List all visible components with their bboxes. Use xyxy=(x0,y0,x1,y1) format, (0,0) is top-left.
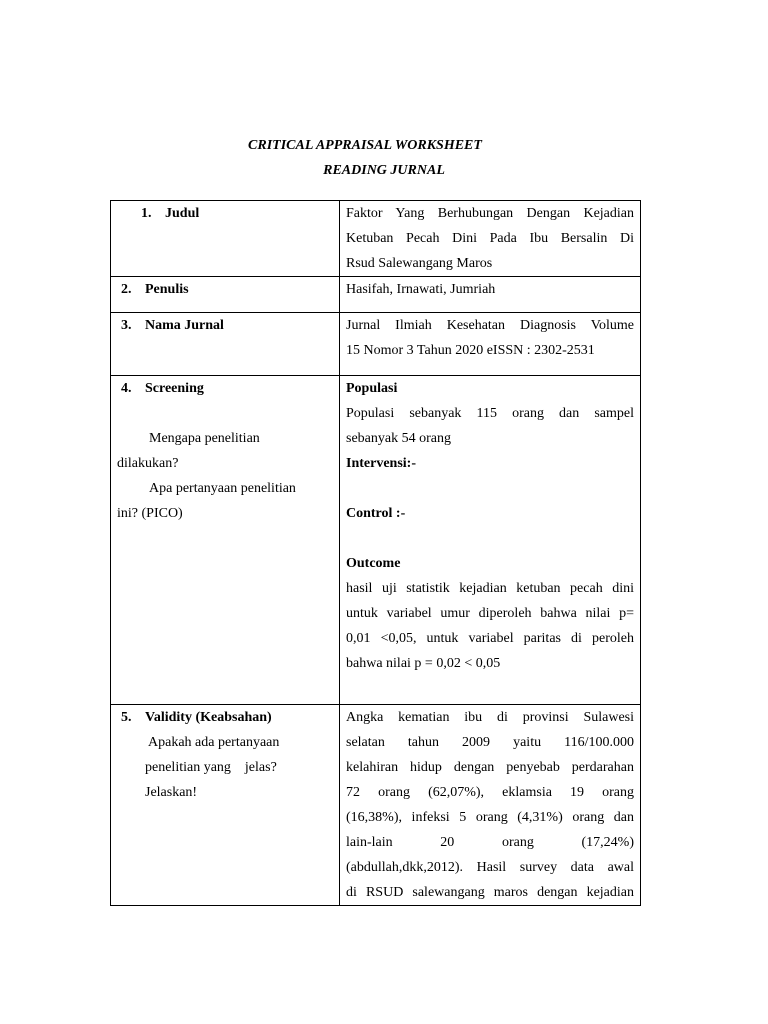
row-label-judul: Judul xyxy=(165,206,200,221)
validity-line-1: Angka kematian ibu di provinsi Sulawesi xyxy=(346,710,634,725)
table-row-judul xyxy=(111,201,641,277)
populasi-line-1: Populasi sebanyak 115 orang dan sampel xyxy=(346,406,634,421)
table-row-validity xyxy=(111,705,641,906)
validity-line-6: lain-lain 20 orang (17,24%) xyxy=(346,835,634,850)
validity-line-3: kelahiran hidup dengan penyebab perdarahan xyxy=(346,760,634,775)
label-cell-validity xyxy=(111,705,340,906)
table-row-penulis xyxy=(111,277,641,313)
row-number: 3. xyxy=(121,318,132,333)
appraisal-table xyxy=(110,200,641,906)
row-label-screening: Screening xyxy=(145,381,204,396)
table-row-nama-jurnal xyxy=(111,313,641,376)
outcome-line-1: hasil uji statistik kejadian ketuban pecah dini xyxy=(346,581,634,596)
label-cell-penulis xyxy=(111,277,340,313)
validity-line-4: 72 orang (62,07%), eklamsia 19 orang xyxy=(346,785,634,800)
screening-question-1-line-1: Mengapa penelitian xyxy=(149,431,260,446)
value-cell-nama-jurnal xyxy=(340,313,641,376)
label-cell-screening xyxy=(111,376,340,705)
row-label-nama-jurnal: Nama Jurnal xyxy=(145,318,224,333)
worksheet-subtitle: READING JURNAL xyxy=(323,163,445,178)
screening-question-2-line-1: Apa pertanyaan penelitian xyxy=(149,481,296,496)
row-number: 5. xyxy=(121,710,132,725)
judul-line-1: Faktor Yang Berhubungan Dengan Kejadian xyxy=(346,206,634,221)
validity-line-2: selatan tahun 2009 yaitu 116/100.000 xyxy=(346,735,634,750)
validity-line-5: (16,38%), infeksi 5 orang (4,31%) orang dan xyxy=(346,810,634,825)
row-number: 1. xyxy=(141,206,152,221)
screening-question-2-line-2: ini? (PICO) xyxy=(117,506,183,521)
label-cell-nama-jurnal xyxy=(111,313,340,376)
worksheet-title: CRITICAL APPRAISAL WORKSHEET xyxy=(248,138,482,153)
row-label-penulis: Penulis xyxy=(145,282,189,297)
intervensi-text: Intervensi:- xyxy=(346,456,416,471)
label-cell-judul xyxy=(111,201,340,277)
row-number: 2. xyxy=(121,282,132,297)
outcome-line-3: 0,01 <0,05, untuk variabel paritas di peroleh xyxy=(346,631,634,646)
validity-line-8: di RSUD salewangang maros dengan kejadian xyxy=(346,885,634,900)
value-cell-screening xyxy=(340,376,641,705)
populasi-heading: Populasi xyxy=(346,381,398,396)
nama-jurnal-line-2: 15 Nomor 3 Tahun 2020 eISSN : 2302-2531 xyxy=(346,343,595,358)
value-cell-judul xyxy=(340,201,641,277)
screening-question-1-line-2: dilakukan? xyxy=(117,456,179,471)
populasi-line-2: sebanyak 54 orang xyxy=(346,431,451,446)
row-number: 4. xyxy=(121,381,132,396)
penulis-value: Hasifah, Irnawati, Jumriah xyxy=(346,282,496,297)
outcome-heading: Outcome xyxy=(346,556,401,571)
validity-line-7: (abdullah,dkk,2012). Hasil survey data awal xyxy=(346,860,634,875)
judul-line-3: Rsud Salewangang Maros xyxy=(346,256,493,271)
value-cell-penulis xyxy=(340,277,641,313)
control-text: Control :- xyxy=(346,506,406,521)
row-label-validity: Validity (Keabsahan) xyxy=(145,710,272,725)
validity-question-line-1: Apakah ada pertanyaan xyxy=(148,735,280,750)
nama-jurnal-line-1: Jurnal Ilmiah Kesehatan Diagnosis Volume xyxy=(346,318,634,333)
table-row-screening xyxy=(111,376,641,705)
judul-line-2: Ketuban Pecah Dini Pada Ibu Bersalin Di xyxy=(346,231,634,246)
outcome-line-4: bahwa nilai p = 0,02 < 0,05 xyxy=(346,656,501,671)
outcome-line-2: untuk variabel umur diperoleh bahwa nilai p= xyxy=(346,606,634,621)
validity-question-line-3: Jelaskan! xyxy=(145,785,198,800)
value-cell-validity xyxy=(340,705,641,906)
validity-question-line-2: penelitian yang jelas? xyxy=(145,760,277,775)
